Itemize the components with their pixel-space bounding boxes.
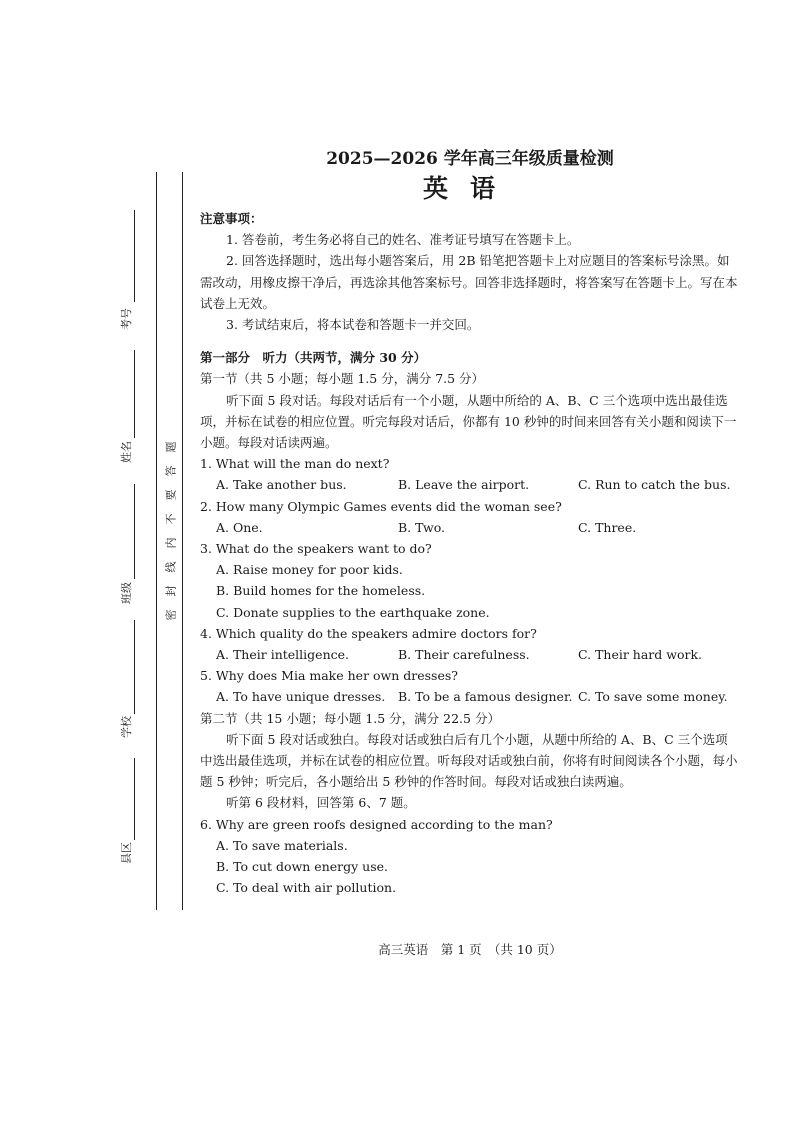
margin-blank-name bbox=[134, 350, 135, 438]
option-a: A. One. bbox=[216, 519, 263, 535]
option-a: A. Take another bus. bbox=[216, 477, 347, 493]
option-c: C. To deal with air pollution. bbox=[216, 880, 397, 896]
notice-item: 2. 回答选择题时，选出每小题答案后，用 2B 铅笔把答题卡上对应题目的答案标号涂黑。如需改动，用橡皮擦干净后，再选涂其他答案标号。回答非选择题时，将答案写在答题卡上。写在本试卷上无效。 bbox=[200, 253, 738, 311]
subject-title: 英语 bbox=[422, 174, 517, 203]
question-options bbox=[200, 517, 740, 538]
part1-heading: 第一部分 听力（共两节，满分 30 分） bbox=[200, 350, 427, 366]
margin-blank-district bbox=[134, 758, 135, 840]
seal-char: 题 bbox=[164, 441, 177, 453]
margin-label-exam-no: 考号 bbox=[120, 308, 133, 330]
seal-char: 密 bbox=[164, 609, 177, 621]
section2-instructions: 听下面 5 段对话或独白。每段对话或独白后有几个小题，从题中所给的 A、B、C 三个选项中选出最佳选项，并标在试卷的相应位置。听每段对话或独白前，你将有时间阅读各个小题，每小题 5 秒钟；听完后，各小题给出 5 秒钟的作答时间。每段对话或独白读两遍。 bbox=[200, 731, 738, 790]
question: 5. Why does Mia make her own dresses? bbox=[200, 668, 458, 684]
option-a: A. To save materials. bbox=[216, 837, 348, 853]
question: 6. Why are green roofs designed according to the man? bbox=[200, 816, 553, 832]
margin-label-name: 姓名 bbox=[120, 441, 133, 463]
question-options bbox=[200, 474, 740, 495]
option-b: B. Their carefulness. bbox=[398, 647, 530, 663]
seal-char: 内 bbox=[164, 537, 177, 549]
binding-line-inner bbox=[182, 172, 183, 910]
option-b: B. To be a famous designer. bbox=[398, 689, 573, 705]
question: 3. What do the speakers want to do? bbox=[200, 541, 432, 557]
option-a: A. Raise money for poor kids. bbox=[216, 562, 403, 578]
section1-heading: 第一节（共 5 小题；每小题 1.5 分，满分 7.5 分） bbox=[200, 371, 485, 387]
seal-char: 答 bbox=[164, 465, 177, 477]
page-footer: 高三英语 第 1 页 （共 10 页） bbox=[378, 942, 562, 957]
question: 2. How many Olympic Games events did the woman see? bbox=[200, 498, 562, 514]
seal-char: 线 bbox=[164, 561, 177, 573]
seal-char: 要 bbox=[164, 489, 177, 501]
question-options bbox=[200, 644, 740, 665]
margin-blank-school bbox=[134, 620, 135, 714]
option-a: A. To have unique dresses. bbox=[216, 689, 386, 705]
notice-heading: 注意事项： bbox=[200, 211, 263, 226]
option-c: C. To save some money. bbox=[578, 689, 728, 705]
question: 1. What will the man do next? bbox=[200, 456, 390, 472]
section2-heading: 第二节（共 15 小题；每小题 1.5 分，满分 22.5 分） bbox=[200, 710, 500, 726]
seal-char: 不 bbox=[164, 513, 177, 525]
seal-line-notice bbox=[164, 440, 178, 622]
option-b: B. To cut down energy use. bbox=[216, 859, 388, 875]
notice-item: 3. 考试结束后，将本试卷和答题卡一并交回。 bbox=[226, 317, 480, 333]
question-options bbox=[200, 686, 740, 707]
notice-item: 1. 答卷前，考生务必将自己的姓名、准考证号填写在答题卡上。 bbox=[226, 232, 580, 248]
option-b: B. Leave the airport. bbox=[398, 477, 530, 493]
option-c: C. Three. bbox=[578, 519, 637, 535]
binding-line-outer bbox=[156, 172, 157, 910]
margin-label-class: 班级 bbox=[120, 582, 133, 604]
option-c: C. Their hard work. bbox=[578, 647, 702, 663]
option-b: B. Build homes for the homeless. bbox=[216, 583, 426, 599]
option-a: A. Their intelligence. bbox=[216, 647, 349, 663]
material-note: 听第 6 段材料，回答第 6、7 题。 bbox=[226, 795, 416, 811]
margin-label-district: 县区 bbox=[120, 842, 133, 864]
exam-content bbox=[200, 148, 740, 899]
option-c: C. Run to catch the bus. bbox=[578, 477, 731, 493]
seal-char: 封 bbox=[164, 585, 177, 597]
option-b: B. Two. bbox=[398, 519, 446, 535]
margin-blank-exam-no bbox=[134, 210, 135, 302]
question: 4. Which quality do the speakers admire doctors for? bbox=[200, 625, 537, 641]
exam-title: 2025—2026 学年高三年级质量检测 bbox=[326, 149, 614, 169]
section1-instructions: 听下面 5 段对话。每段对话后有一个小题，从题中所给的 A、B、C 三个选项中选出最佳选项，并标在试卷的相应位置。听完每段对话后，你都有 10 秒钟的时间来回答有关小题和阅读下一小题。每段对话读两遍。 bbox=[200, 392, 737, 451]
margin-label-school: 学校 bbox=[120, 716, 133, 738]
option-c: C. Donate supplies to the earthquake zone. bbox=[216, 604, 490, 620]
margin-blank-class bbox=[134, 484, 135, 579]
